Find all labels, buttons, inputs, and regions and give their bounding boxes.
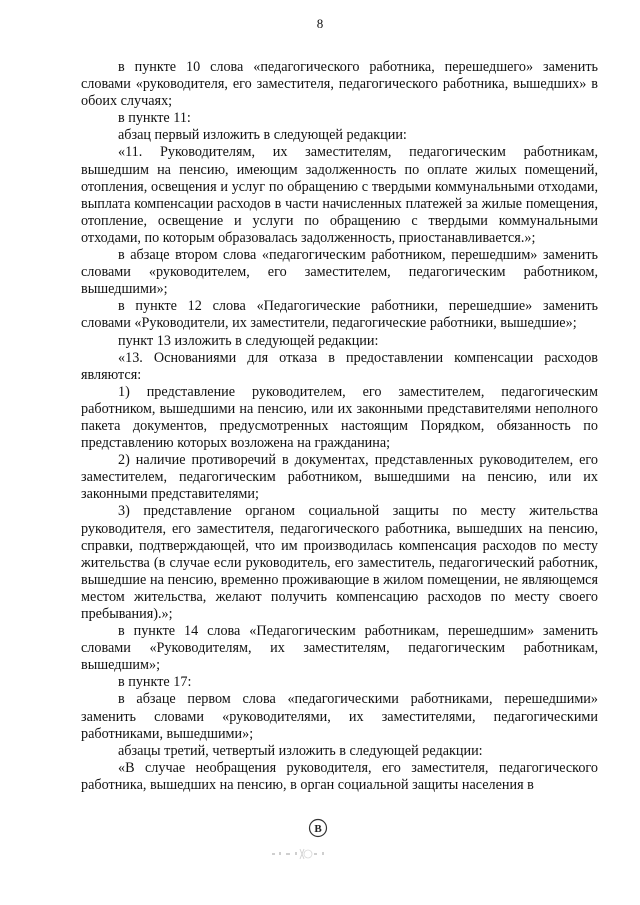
- paragraph-13: в пункте 17:: [118, 674, 192, 691]
- paragraph-11: 3) представление органом социальной защиты по месту жительства руководителя, его заместителя, педагогического работника, вышедших на пенсию, справки, подтверждающей, что им производилась компенсация расходов по месту жительства (в случае если руководитель, его заместитель, педагогический работник, вышедшие на пенсию, временно проживающие в жилом помещении, не являющемся местом жительства, желают получить компенсацию расходов по месту своего пребывания).»;: [81, 503, 598, 622]
- seal-stamp-icon: [308, 818, 328, 838]
- paragraph-3: абзац первый изложить в следующей редакции:: [118, 127, 407, 144]
- paragraph-14: в абзаце первом слова «педагогическими работниками, перешедшими» заменить словами «руководителями, их заместителями, педагогическими работниками, вышедшими»;: [81, 691, 598, 742]
- paragraph-2: в пункте 11:: [118, 110, 191, 127]
- paragraph-10: 2) наличие противоречий в документах, представленных руководителем, его заместителем, педагогическим работником, вышедшими на пенсию, или их законными представителями;: [81, 452, 598, 503]
- paragraph-5: в абзаце втором слова «педагогическим работником, перешедшим» заменить словами «руководителем, его заместителем, педагогическим работником, вышедшими»;: [81, 247, 598, 298]
- paragraph-9: 1) представление руководителем, его заместителем, педагогическим работником, вышедшими на пенсию, или их законными представителями неполного пакета документов, предусмотренных настоящим Порядком, обязанность по представлению которых возложена на гражданина;: [81, 383, 598, 452]
- paragraph-6: в пункте 12 слова «Педагогические работники, перешедшие» заменить словами «Руководители, их заместители, педагогические работники, вышедшие»;: [81, 298, 598, 332]
- svg-text:В: В: [314, 823, 322, 835]
- page-number: 8: [316, 16, 324, 31]
- paragraph-12: в пункте 14 слова «Педагогическим работникам, перешедшим» заменить словами «Руководителям, их заместителям, педагогическим работникам, вышедшим»;: [81, 623, 598, 674]
- paragraph-8: «13. Основаниями для отказа в предоставлении компенсации расходов являются:: [81, 349, 598, 383]
- paragraph-7: пункт 13 изложить в следующей редакции:: [118, 332, 379, 349]
- document-body: [81, 59, 598, 794]
- paragraph-4: «11. Руководителям, их заместителям, педагогическим работникам, вышедшим на пенсию, имеющим задолженность по оплате жилых помещений, отопления, освещения и услуг по обращению с твердыми коммунальными отходами, выплата компенсации расходов в части начисленных платежей за жилые помещения, отопление, освещение и услуги по обращению с твердыми коммунальными отходами, по которым образовалась задолженность, приостанавливается.»;: [81, 144, 598, 246]
- paragraph-15: абзацы третий, четвертый изложить в следующей редакции:: [118, 742, 483, 759]
- paragraph-1: в пункте 10 слова «педагогического работника, перешедшего» заменить словами «руководителя, его заместителя, педагогического работника, вышедших» в обоих случаях;: [81, 59, 598, 110]
- paragraph-16: «В случае необращения руководителя, его заместителя, педагогического работника, вышедших на пенсию, в орган социальной защиты населения в: [81, 759, 598, 793]
- faint-stamp-mark-icon: [270, 848, 336, 860]
